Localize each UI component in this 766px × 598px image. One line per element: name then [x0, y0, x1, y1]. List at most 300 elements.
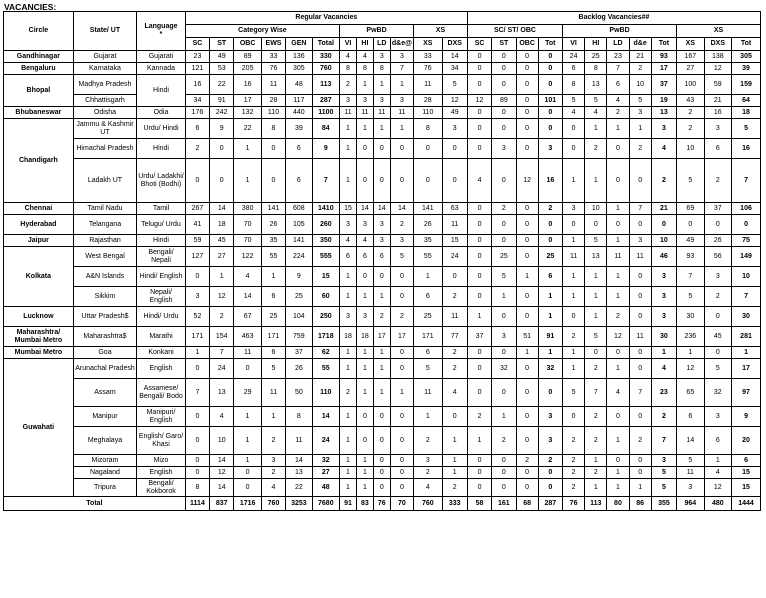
value-cell: 4 — [340, 235, 357, 247]
column-header: Tot — [732, 38, 761, 51]
value-cell: 0 — [442, 139, 467, 159]
circle-cell: Mumbai Metro — [4, 347, 74, 359]
value-cell: 0 — [607, 455, 629, 467]
value-cell: 70 — [234, 215, 261, 235]
value-cell: 49 — [677, 235, 704, 247]
value-cell: 2 — [340, 75, 357, 95]
value-cell: 1 — [373, 347, 390, 359]
value-cell: 25 — [261, 307, 285, 327]
circle-cell: Gandhinagar — [4, 51, 74, 63]
value-cell: 4 — [261, 479, 285, 497]
language-cell: English/ Garo/ Khasi — [137, 427, 186, 455]
value-cell: 5 — [585, 327, 607, 347]
value-cell: 2 — [390, 307, 413, 327]
value-cell: 104 — [286, 307, 312, 327]
value-cell: 3 — [538, 407, 562, 427]
table-row — [4, 347, 761, 359]
value-cell: 0 — [607, 347, 629, 359]
value-cell: 22 — [286, 479, 312, 497]
column-header: GEN — [286, 38, 312, 51]
column-header: HI — [585, 38, 607, 51]
value-cell: 171 — [414, 327, 443, 347]
value-cell: 1 — [562, 359, 584, 379]
state-cell: Goa — [73, 347, 136, 359]
value-cell: 56 — [704, 247, 731, 267]
value-cell: 16 — [185, 75, 209, 95]
value-cell: 6 — [286, 159, 312, 203]
total-value-cell: 1716 — [234, 497, 261, 511]
column-header: VI — [562, 38, 584, 51]
column-header: LD — [373, 38, 390, 51]
value-cell: 110 — [414, 107, 443, 119]
value-cell: 3 — [373, 235, 390, 247]
value-cell: 14 — [373, 203, 390, 215]
value-cell: 0 — [516, 287, 538, 307]
value-cell: 0 — [492, 75, 516, 95]
value-cell: 8 — [340, 63, 357, 75]
value-cell: 224 — [286, 247, 312, 267]
value-cell: 0 — [538, 467, 562, 479]
value-cell: 5 — [261, 359, 285, 379]
value-cell: 34 — [442, 63, 467, 75]
value-cell: 30 — [651, 327, 676, 347]
value-cell: 62 — [312, 347, 339, 359]
value-cell: 4 — [340, 51, 357, 63]
value-cell: 1 — [234, 159, 261, 203]
state-cell: Odisha — [73, 107, 136, 119]
value-cell: 2 — [538, 203, 562, 215]
xs-header: XS — [414, 25, 468, 38]
value-cell: 3 — [492, 327, 516, 347]
value-cell: 0 — [538, 75, 562, 95]
table-row — [4, 467, 761, 479]
table-row — [4, 479, 761, 497]
value-cell: 55 — [312, 359, 339, 379]
total-value-cell: 480 — [704, 497, 731, 511]
value-cell: 29 — [234, 379, 261, 407]
value-cell: 91 — [538, 327, 562, 347]
pwbd-header: PwBD — [340, 25, 414, 38]
language-header — [137, 12, 186, 51]
column-header: SC — [467, 38, 491, 51]
total-label: Total — [4, 497, 186, 511]
value-cell: 14 — [442, 51, 467, 63]
value-cell: 1 — [234, 455, 261, 467]
value-cell: 1 — [607, 119, 629, 139]
value-cell: 7 — [312, 159, 339, 203]
value-cell: 2 — [585, 139, 607, 159]
table-row — [4, 287, 761, 307]
value-cell: 28 — [261, 95, 285, 107]
value-cell: 10 — [732, 267, 761, 287]
value-cell: 1 — [414, 267, 443, 287]
value-cell: 16 — [732, 139, 761, 159]
value-cell: 0 — [373, 159, 390, 203]
table-row — [4, 307, 761, 327]
state-cell: Nagaland — [73, 467, 136, 479]
value-cell: 1 — [467, 427, 491, 455]
value-cell: 0 — [356, 139, 373, 159]
value-cell: 4 — [607, 379, 629, 407]
value-cell: 0 — [651, 215, 676, 235]
value-cell: 16 — [538, 159, 562, 203]
value-cell: 37 — [467, 327, 491, 347]
value-cell: 22 — [210, 75, 234, 95]
value-cell: 5 — [629, 95, 651, 107]
value-cell: 2 — [704, 287, 731, 307]
value-cell: 1 — [261, 407, 285, 427]
language-cell: English — [137, 467, 186, 479]
value-cell: 463 — [234, 327, 261, 347]
value-cell: 0 — [185, 359, 209, 379]
value-cell: 0 — [373, 407, 390, 427]
value-cell: 25 — [414, 307, 443, 327]
value-cell: 0 — [492, 379, 516, 407]
value-cell: 4 — [234, 267, 261, 287]
value-cell: 2 — [607, 107, 629, 119]
value-cell: 37 — [286, 347, 312, 359]
value-cell: 3 — [373, 95, 390, 107]
value-cell: 0 — [562, 119, 584, 139]
value-cell: 6 — [414, 347, 443, 359]
table-row — [4, 359, 761, 379]
table-row — [4, 159, 761, 203]
column-header: OBC — [516, 38, 538, 51]
vacancies-table — [3, 11, 761, 511]
language-cell: Hindi — [137, 235, 186, 247]
value-cell: 6 — [732, 455, 761, 467]
value-cell: 1 — [562, 235, 584, 247]
regular-vacancies-header: Regular Vacancies — [185, 12, 467, 25]
value-cell: 11 — [390, 107, 413, 119]
language-cell: Hindi/ English — [137, 267, 186, 287]
value-cell: 48 — [286, 75, 312, 95]
circle-cell: Maharashtra/ Mumbai Metro — [4, 327, 74, 347]
value-cell: 205 — [234, 63, 261, 75]
value-cell: 0 — [516, 407, 538, 427]
value-cell: 19 — [651, 95, 676, 107]
value-cell: 43 — [677, 95, 704, 107]
value-cell: 14 — [286, 455, 312, 467]
value-cell: 10 — [629, 75, 651, 95]
value-cell: 24 — [442, 247, 467, 267]
total-value-cell: 837 — [210, 497, 234, 511]
value-cell: 76 — [414, 63, 443, 75]
value-cell: 4 — [414, 479, 443, 497]
sc-st-obc-header: SC/ ST/ OBC — [467, 25, 562, 38]
value-cell: 8 — [562, 75, 584, 95]
value-cell: 3 — [629, 235, 651, 247]
value-cell: 0 — [261, 139, 285, 159]
value-cell: 3 — [629, 107, 651, 119]
value-cell: 26 — [286, 359, 312, 379]
state-cell: Uttar Pradesh$ — [73, 307, 136, 327]
value-cell: 2 — [261, 467, 285, 479]
column-header: Tot — [538, 38, 562, 51]
value-cell: 121 — [185, 63, 209, 75]
value-cell: 50 — [286, 379, 312, 407]
table-row — [4, 267, 761, 287]
value-cell: 5 — [492, 267, 516, 287]
value-cell: 6 — [340, 247, 357, 267]
value-cell: 1 — [340, 119, 357, 139]
value-cell: 4 — [651, 359, 676, 379]
value-cell: 1 — [607, 359, 629, 379]
value-cell: 2 — [629, 63, 651, 75]
value-cell: 106 — [732, 203, 761, 215]
value-cell: 0 — [704, 215, 731, 235]
value-cell: 10 — [651, 235, 676, 247]
value-cell: 28 — [414, 95, 443, 107]
value-cell: 5 — [562, 95, 584, 107]
value-cell: 0 — [585, 215, 607, 235]
value-cell: 7 — [732, 287, 761, 307]
language-header-text: Language — [144, 23, 178, 30]
value-cell: 0 — [356, 159, 373, 203]
value-cell: 4 — [442, 379, 467, 407]
value-cell: 4 — [356, 235, 373, 247]
value-cell: 55 — [414, 247, 443, 267]
value-cell: 30 — [732, 307, 761, 327]
value-cell: 9 — [732, 407, 761, 427]
value-cell: 0 — [414, 159, 443, 203]
value-cell: 4 — [467, 159, 491, 203]
value-cell: 759 — [286, 327, 312, 347]
value-cell: 3 — [356, 215, 373, 235]
value-cell: 1 — [356, 379, 373, 407]
state-cell: Meghalaya — [73, 427, 136, 455]
value-cell: 3 — [390, 235, 413, 247]
value-cell: 0 — [467, 139, 491, 159]
language-cell: Urdu/ Ladakhi/ Bhoti (Bodhi) — [137, 159, 186, 203]
table-row — [4, 215, 761, 235]
total-value-cell: 760 — [261, 497, 285, 511]
value-cell: 2 — [704, 159, 731, 203]
value-cell: 267 — [185, 203, 209, 215]
value-cell: 1 — [442, 455, 467, 467]
value-cell: 0 — [492, 159, 516, 203]
value-cell: 17 — [373, 327, 390, 347]
circle-cell: Hyderabad — [4, 215, 74, 235]
value-cell: 6 — [538, 267, 562, 287]
value-cell: 3 — [492, 139, 516, 159]
value-cell: 0 — [516, 247, 538, 267]
value-cell: 0 — [562, 307, 584, 327]
value-cell: 0 — [467, 107, 491, 119]
value-cell: 6 — [704, 427, 731, 455]
value-cell: 11 — [607, 247, 629, 267]
value-cell: 39 — [732, 63, 761, 75]
value-cell: 5 — [442, 75, 467, 95]
value-cell: 0 — [390, 407, 413, 427]
value-cell: 6 — [261, 347, 285, 359]
value-cell: 101 — [538, 95, 562, 107]
value-cell: 17 — [390, 327, 413, 347]
value-cell: 1 — [562, 267, 584, 287]
value-cell: 46 — [651, 247, 676, 267]
value-cell: 14 — [234, 287, 261, 307]
value-cell: 1 — [607, 479, 629, 497]
value-cell: 105 — [286, 215, 312, 235]
state-cell: Maharashtra$ — [73, 327, 136, 347]
value-cell: 380 — [234, 203, 261, 215]
value-cell: 55 — [261, 247, 285, 267]
value-cell: 2 — [442, 287, 467, 307]
language-cell: Odia — [137, 107, 186, 119]
value-cell: 0 — [467, 203, 491, 215]
value-cell: 3 — [356, 307, 373, 327]
language-cell: Mizo — [137, 455, 186, 467]
value-cell: 37 — [704, 203, 731, 215]
backlog-vacancies-header: Backlog Vacancies## — [467, 12, 760, 25]
value-cell: 0 — [467, 235, 491, 247]
value-cell: 10 — [210, 427, 234, 455]
value-cell: 3 — [390, 95, 413, 107]
circle-header: Circle — [4, 12, 74, 51]
value-cell: 5 — [651, 467, 676, 479]
total-value-cell: 964 — [677, 497, 704, 511]
value-cell: 76 — [261, 63, 285, 75]
value-cell: 1 — [607, 427, 629, 455]
value-cell: 0 — [373, 455, 390, 467]
value-cell: 3 — [704, 267, 731, 287]
column-header: Tot — [651, 38, 676, 51]
value-cell: 11 — [629, 327, 651, 347]
value-cell: 0 — [629, 347, 651, 359]
state-cell: Manipur — [73, 407, 136, 427]
total-value-cell: 1444 — [732, 497, 761, 511]
value-cell: 12 — [677, 359, 704, 379]
table-row — [4, 203, 761, 215]
value-cell: 48 — [312, 479, 339, 497]
value-cell: 0 — [607, 159, 629, 203]
value-cell: 0 — [185, 267, 209, 287]
value-cell: 7 — [651, 427, 676, 455]
value-cell: 24 — [210, 359, 234, 379]
value-cell: 7 — [185, 379, 209, 407]
value-cell: 555 — [312, 247, 339, 267]
value-cell: 11 — [340, 107, 357, 119]
value-cell: 4 — [210, 407, 234, 427]
value-cell: 3 — [651, 455, 676, 467]
value-cell: 13 — [585, 247, 607, 267]
value-cell: 1 — [340, 427, 357, 455]
value-cell: 59 — [704, 75, 731, 95]
value-cell: 0 — [373, 267, 390, 287]
value-cell: 2 — [677, 107, 704, 119]
value-cell: 0 — [492, 347, 516, 359]
value-cell: 0 — [629, 307, 651, 327]
value-cell: 171 — [185, 327, 209, 347]
value-cell: 25 — [492, 247, 516, 267]
value-cell: 0 — [467, 455, 491, 467]
value-cell: 113 — [312, 75, 339, 95]
value-cell: 0 — [390, 467, 413, 479]
value-cell: 1 — [516, 347, 538, 359]
value-cell: 23 — [651, 379, 676, 407]
state-cell: Gujarat — [73, 51, 136, 63]
value-cell: 1 — [356, 455, 373, 467]
value-cell: 1100 — [312, 107, 339, 119]
value-cell: 0 — [629, 159, 651, 203]
value-cell: 13 — [210, 379, 234, 407]
language-cell: Bengali/ Nepali — [137, 247, 186, 267]
value-cell: 21 — [651, 203, 676, 215]
value-cell: 18 — [210, 215, 234, 235]
value-cell: 7 — [210, 347, 234, 359]
value-cell: 0 — [629, 267, 651, 287]
value-cell: 1 — [607, 267, 629, 287]
value-cell: 1 — [704, 455, 731, 467]
value-cell: 0 — [185, 427, 209, 455]
value-cell: 1 — [492, 287, 516, 307]
value-cell: 350 — [312, 235, 339, 247]
table-row — [4, 51, 761, 63]
value-cell: 5 — [562, 379, 584, 407]
value-cell: 64 — [732, 95, 761, 107]
value-cell: 3 — [185, 287, 209, 307]
value-cell: 1 — [492, 407, 516, 427]
value-cell: 0 — [467, 359, 491, 379]
value-cell: 5 — [677, 287, 704, 307]
value-cell: 65 — [677, 379, 704, 407]
value-cell: 4 — [356, 51, 373, 63]
value-cell: 41 — [185, 215, 209, 235]
table-row — [4, 63, 761, 75]
total-value-cell: 760 — [414, 497, 443, 511]
value-cell: 1 — [585, 307, 607, 327]
circle-cell: Chennai — [4, 203, 74, 215]
value-cell: 5 — [704, 359, 731, 379]
value-cell: 0 — [185, 467, 209, 479]
value-cell: 15 — [312, 267, 339, 287]
value-cell: 12 — [210, 467, 234, 479]
language-cell: Nepali/ English — [137, 287, 186, 307]
value-cell: 0 — [607, 407, 629, 427]
value-cell: 26 — [414, 215, 443, 235]
value-cell: 3 — [442, 119, 467, 139]
value-cell: 13 — [585, 75, 607, 95]
value-cell: 0 — [390, 347, 413, 359]
value-cell: 0 — [492, 63, 516, 75]
value-cell: 3 — [373, 51, 390, 63]
value-cell: 0 — [629, 467, 651, 479]
value-cell: 32 — [492, 359, 516, 379]
value-cell: 0 — [467, 379, 491, 407]
circle-cell: Jaipur — [4, 235, 74, 247]
value-cell: 2 — [629, 427, 651, 455]
value-cell: 15 — [442, 235, 467, 247]
value-cell: 2 — [492, 427, 516, 455]
value-cell: 1 — [340, 359, 357, 379]
value-cell: 1 — [373, 287, 390, 307]
language-cell: Tamil — [137, 203, 186, 215]
value-cell: 93 — [651, 51, 676, 63]
value-cell: 12 — [607, 327, 629, 347]
value-cell: 8 — [585, 63, 607, 75]
circle-cell: Chandigarh — [4, 119, 74, 203]
value-cell: 1 — [261, 267, 285, 287]
value-cell: 27 — [210, 247, 234, 267]
value-cell: 3 — [562, 203, 584, 215]
table-row — [4, 119, 761, 139]
value-cell: 11 — [414, 75, 443, 95]
value-cell: 0 — [185, 407, 209, 427]
value-cell: 1 — [390, 75, 413, 95]
value-cell: 11 — [261, 379, 285, 407]
column-header: ST — [210, 38, 234, 51]
value-cell: 59 — [185, 235, 209, 247]
